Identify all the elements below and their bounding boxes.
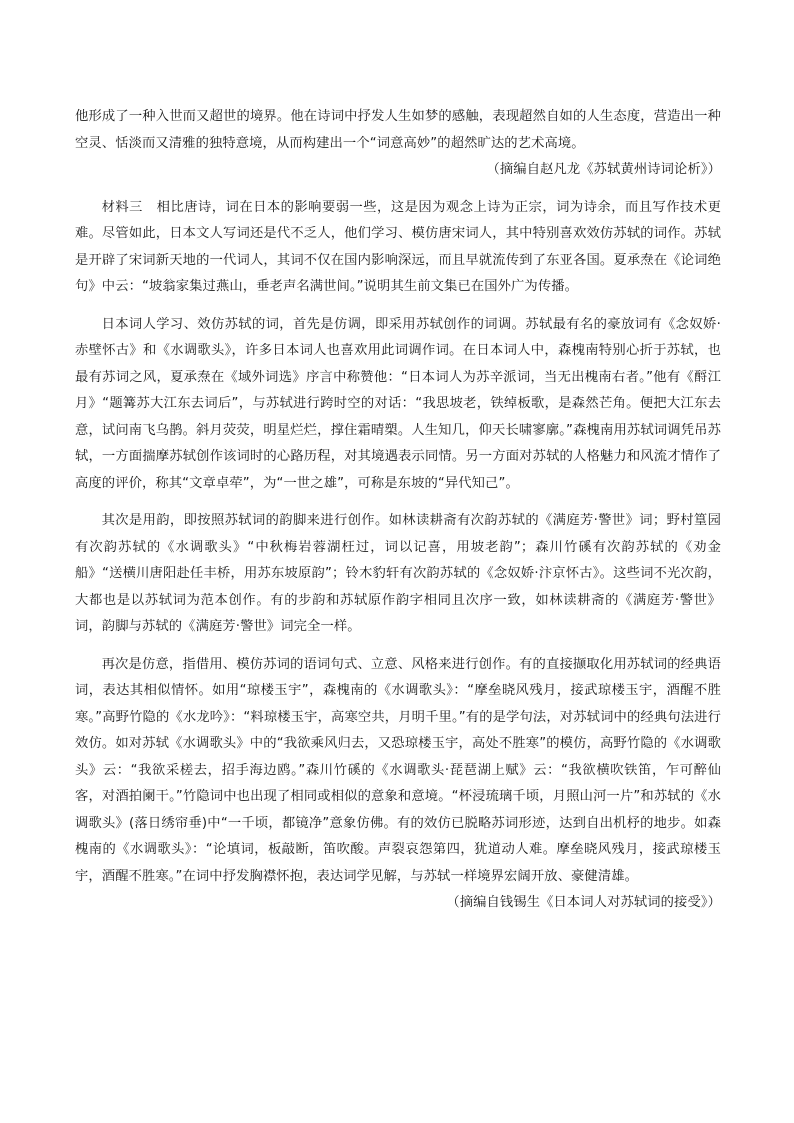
paragraph-imitating-tunes: 日本词人学习、效仿苏轼的词，首先是仿调，即采用苏轼创作的词调。苏轼最有名的豪放词有《念奴娇·赤壁怀古》和《水调歌头》，许多日本词人也喜欢用此词调作词。在日本词人中，森槐南特别心折于苏轼，也最有苏词之风，夏承焘在《域外词选》序言中称赞他：“日本词人为苏辛派词，当无出槐南右者。”他有《酹江月》“题篝苏大江东去词后”，与苏轼进行跨时空的对话：“我思坡老，铁绰板歌，是森然芒角。便把大江东去意，试问南飞乌鹊。斜月荧荧，明星烂烂，撑住霜晴槊。人生知几，仰天长啸寥廓。”森槐南用苏轼词调凭吊苏轼，一方面揣摩苏轼创作该词时的心路历程，对其境遇表示同情。另一方面对苏轼的人格魅力和风流才情作了高度的评价，称其“文章卓荦”，为“一世之雄”，可称是东坡的“异代知己”。 [75, 316, 721, 491]
paragraph-material-three: 材料三 相比唐诗，词在日本的影响要弱一些，这是因为观念上诗为正宗，词为诗余，而且写作技术更难。尽管如此，日本文人写词还是代不乏人，他们学习、模仿唐宋词人，其中特别喜欢效仿苏轼的词作。苏轼是开辟了宋词新天地的一代词人，其词不仅在国内影响深远，而且早就流传到了东亚各国。夏承焘在《论词绝句》中云：“坡翁家集过燕山，垂老声名满世间。”说明其生前文集已在国外广为传播。 [75, 199, 721, 294]
paragraph-imitating-meaning: 再次是仿意，指借用、模仿苏词的语词句式、立意、风格来进行创作。有的直接撷取化用苏轼词的经典语词，表达其相似情怀。如用“琼楼玉宇”，森槐南的《水调歌头》：“摩垒晓风残月，接武琼楼玉宇，酒醒不胜寒。”高野竹隐的《水龙吟》：“料琼楼玉宇，高寒空共，月明千里。”有的是学句法，对苏轼词中的经典句法进行效仿。如对苏轼《水调歌头》中的“我欲乘风归去，又恐琼楼玉宇，高处不胜寒”的模仿，高野竹隐的《水调歌头》云：“我欲采槎去，招手海边鸥。”森川竹磎的《水调歌头·琵琶湖上赋》云：“我欲横吹铁笛，乍可醉仙客，对酒拍阑干。”竹隐词中也出现了相同或相似的意象和意境。“杯浸琉璃千顷，月照山河一片”和苏轼的《水调歌头》(落日绣帘垂)中“一千顷，都镜净”意象仿佛。有的效仿已脱略苏词形迹，达到自出机杼的地步。如森槐南的《水调歌头》：“论填词，板敲断，笛吹酸。声裂哀怨第四，犹道动人难。摩垒晓风残月，接武琼楼玉宇，酒醒不胜寒。”在词中抒发胸襟怀抱，表达词学见解，与苏轼一样境界宏阔开放、豪健清雄。 [75, 656, 721, 884]
document-page [75, 104, 721, 917]
paragraph-using-rhymes: 其次是用韵，即按照苏轼词的韵脚来进行创作。如林读耕斋有次韵苏轼的《满庭芳·警世》词；野村篁园有次韵苏轼的《水调歌头》“中秋梅岩蓉湖枉过，词以记喜，用坡老韵”；森川竹磎有次韵苏轼的《劝金船》“送横川唐阳赴任丰桥，用苏东坡原韵”；铃木豹轩有次韵苏轼的《念奴娇·汴京怀古》。这些词不光次韵，大都也是以苏轼词为范本创作。有的步韵和苏轼原作韵字相同且次序一致，如林读耕斋的《满庭芳·警世》词，韵脚与苏轼的《满庭芳·警世》词完全一样。 [75, 513, 721, 634]
source-citation-1: （摘编自赵凡龙《苏轼黄州诗词论析》） [486, 162, 721, 177]
paragraph-1: 他形成了一种入世而又超世的境界。他在诗词中抒发人生如梦的感触，表现超然自如的人生态度，营造出一种空灵、恬淡而又清雅的独特意境，从而构建出一个“词意高妙”的超然旷达的艺术高境。 [75, 109, 721, 151]
source-citation-2: （摘编自钱锡生《日本词人对苏轼词的接受》） [446, 895, 721, 910]
